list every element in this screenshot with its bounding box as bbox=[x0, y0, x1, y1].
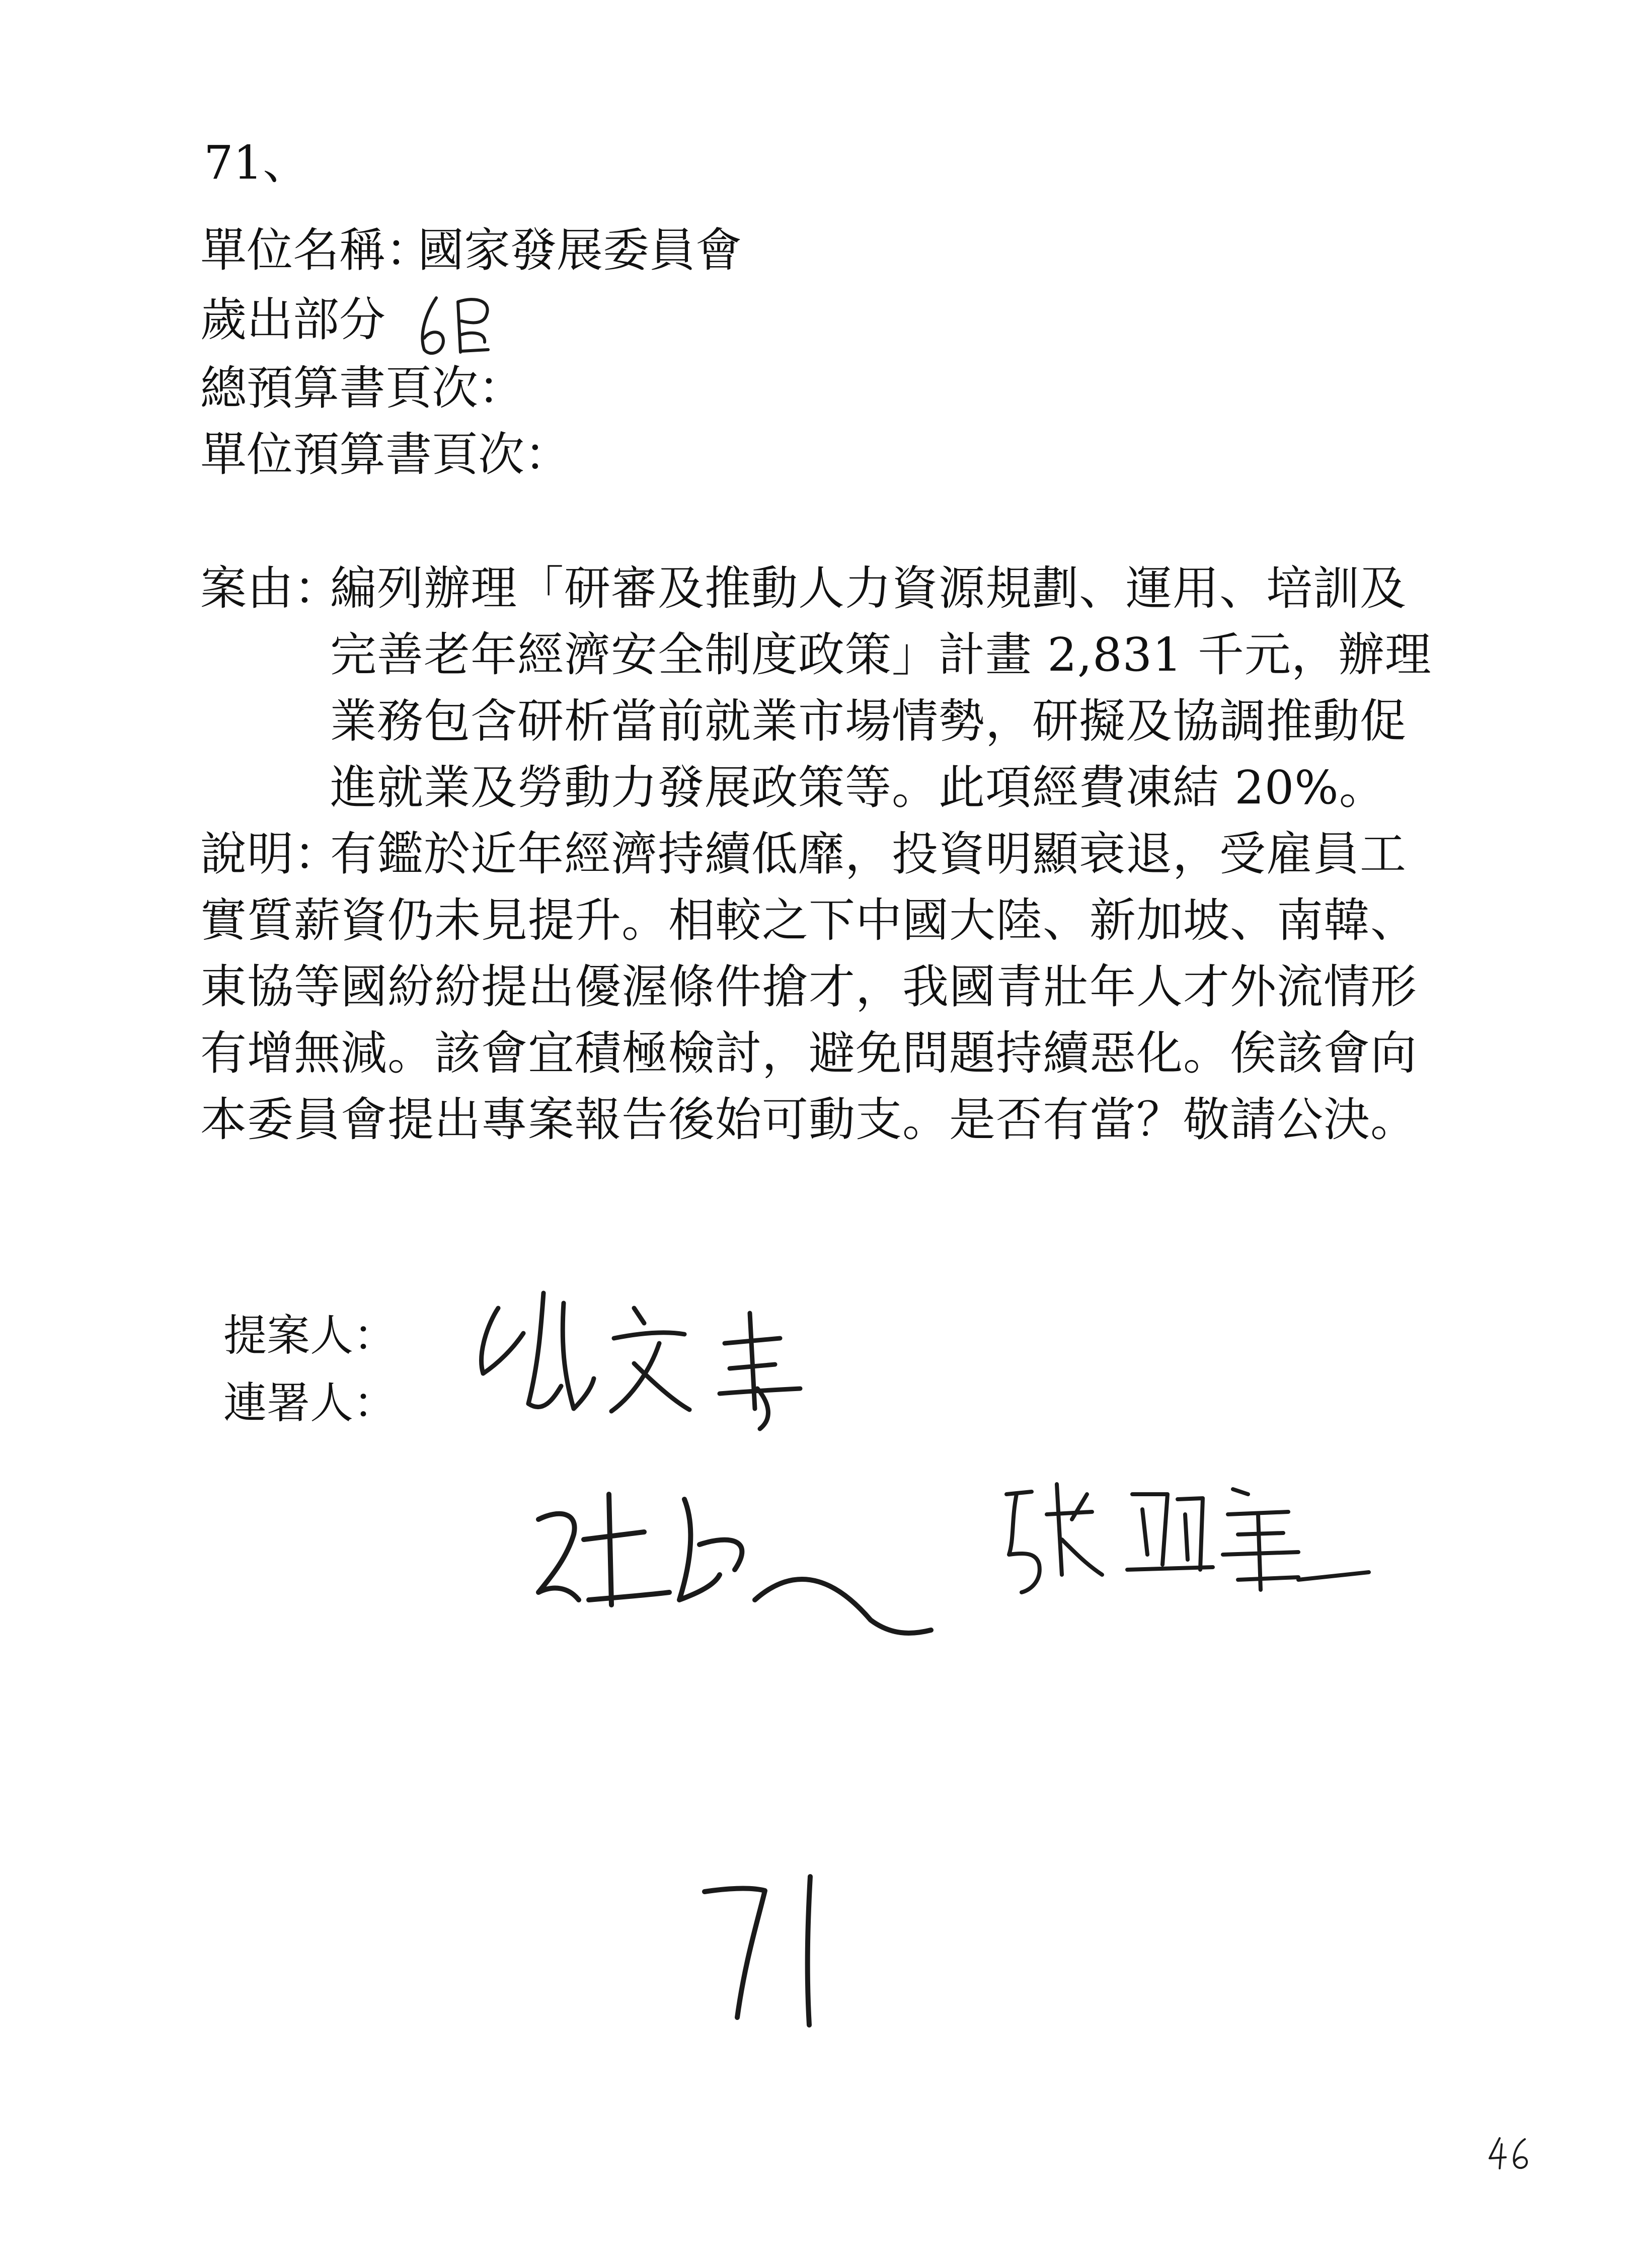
cosigner-label: 連署人： bbox=[223, 1378, 397, 1428]
proposer-label: 提案人： bbox=[223, 1311, 397, 1361]
total-budget-page-label: 總預算書頁次： bbox=[200, 361, 525, 415]
expenditure-handwritten-number bbox=[410, 287, 501, 362]
handwritten-number-71 bbox=[694, 1872, 845, 2028]
unit-budget-page-label: 單位預算書頁次： bbox=[200, 428, 571, 481]
item-number: 71、 bbox=[204, 136, 309, 190]
expenditure-label: 歲出部分 bbox=[200, 293, 386, 347]
case-line: 進就業及勞動力發展政策等。此項經費凍結 20%。 bbox=[330, 761, 1386, 815]
explanation-line: 實質薪資仍未見提升。相較之下中國大陸、新加坡、南韓、 bbox=[200, 894, 1418, 947]
case-label: 案由： bbox=[200, 561, 341, 615]
case-line: 完善老年經濟安全制度政策」計畫 2,831 千元，辦理 bbox=[330, 628, 1432, 682]
cosigner-signature bbox=[518, 1484, 971, 1650]
page-number bbox=[1485, 2133, 1535, 2173]
case-line: 業務包含研析當前就業市場情勢，研擬及協調推動促 bbox=[330, 694, 1407, 748]
cosigner-signature bbox=[986, 1464, 1399, 1615]
explanation-line: 東協等國紛紛提出優渥條件搶才，我國青壯年人才外流情形 bbox=[200, 960, 1418, 1014]
explanation-label: 說明： bbox=[200, 827, 341, 881]
explanation-line: 有增無減。該會宜積極檢討，避免問題持續惡化。俟該會向 bbox=[200, 1026, 1418, 1080]
unit-name-value: 國家發展委員會 bbox=[418, 223, 742, 277]
explanation-line: 有鑑於近年經濟持續低靡，投資明顯衰退，受雇員工 bbox=[330, 827, 1407, 881]
unit-name-label: 單位名稱： bbox=[200, 223, 432, 277]
case-line: 編列辦理「研審及推動人力資源規劃、運用、培訓及 bbox=[330, 561, 1407, 615]
explanation-line: 本委員會提出專案報告後始可動支。是否有當？敬請公決。 bbox=[200, 1093, 1418, 1147]
proposer-signature bbox=[468, 1278, 830, 1439]
